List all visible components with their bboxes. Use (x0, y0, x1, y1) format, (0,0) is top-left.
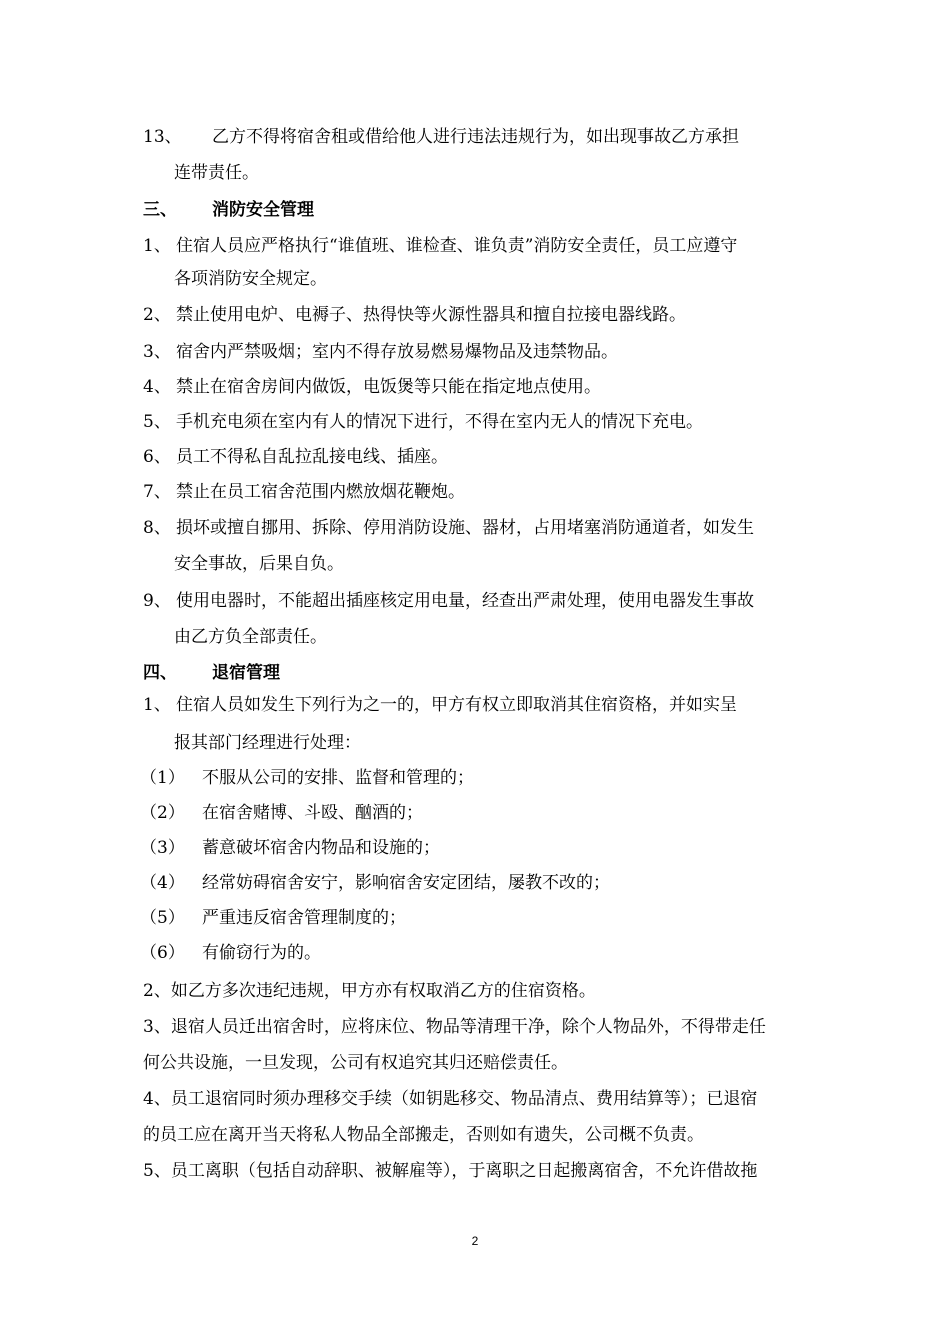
item-text: 有偷窃行为的。 (202, 943, 321, 963)
section-number: 三、 (143, 200, 177, 220)
item-text: 禁止使用电炉、电褥子、热得快等火源性器具和擅自拉接电器线路。 (176, 305, 686, 325)
item-text: 5、员工离职（包括自动辞职、被解雇等），于离职之日起搬离宿舍，不允许借故拖 (143, 1161, 758, 1181)
item-text: 安全事故，后果自负。 (174, 554, 344, 574)
item-text: 经常妨碍宿舍安宁，影响宿舍安定团结，屡教不改的； (202, 873, 610, 893)
item-text: 3、退宿人员迁出宿舍时，应将床位、物品等清理干净，除个人物品外，不得带走任 (143, 1017, 766, 1037)
item-text: 乙方不得将宿舍租或借给他人进行违法违规行为，如出现事故乙方承担 (212, 127, 739, 147)
section-title: 退宿管理 (212, 663, 280, 683)
item-number: 3、 (143, 342, 171, 362)
item-text: 宿舍内严禁吸烟；室内不得存放易燃易爆物品及违禁物品。 (176, 342, 618, 362)
item-text: 连带责任。 (174, 163, 259, 183)
item-number: 1、 (143, 236, 171, 256)
item-number: （3） (140, 838, 185, 858)
item-text: 在宿舍赌博、斗殴、酗酒的； (202, 803, 423, 823)
item-text: 员工不得私自乱拉乱接电线、插座。 (176, 447, 448, 467)
item-number: （4） (140, 873, 185, 893)
item-text: 各项消防安全规定。 (174, 269, 327, 289)
item-number: （1） (140, 768, 185, 788)
item-number: （2） (140, 803, 185, 823)
item-text: 蓄意破坏宿舍内物品和设施的； (202, 838, 440, 858)
item-text: 手机充电须在室内有人的情况下进行，不得在室内无人的情况下充电。 (176, 412, 703, 432)
section-title: 消防安全管理 (212, 200, 314, 220)
item-text: 的员工应在离开当天将私人物品全部搬走，否则如有遗失，公司概不负责。 (143, 1125, 704, 1145)
item-text: 住宿人员如发生下列行为之一的，甲方有权立即取消其住宿资格，并如实呈 (176, 695, 737, 715)
item-number: 5、 (143, 412, 171, 432)
item-text: 住宿人员应严格执行“谁值班、谁检查、谁负责”消防安全责任，员工应遵守 (176, 236, 738, 256)
item-number: 13、 (143, 127, 182, 147)
item-text: 不服从公司的安排、监督和管理的； (202, 768, 474, 788)
item-number: 9、 (143, 591, 171, 611)
item-text: 使用电器时，不能超出插座核定用电量，经查出严肃处理，使用电器发生事故 (176, 591, 754, 611)
item-text: 2、如乙方多次违纪违规，甲方亦有权取消乙方的住宿资格。 (143, 981, 596, 1001)
item-text: 禁止在员工宿舍范围内燃放烟花鞭炮。 (176, 482, 465, 502)
item-text: 4、员工退宿同时须办理移交手续（如钥匙移交、物品清点、费用结算等）；已退宿 (143, 1089, 758, 1109)
page-number: 2 (471, 1234, 479, 1248)
item-text: 何公共设施，一旦发现，公司有权追究其归还赔偿责任。 (143, 1053, 568, 1073)
section-number: 四、 (143, 663, 177, 683)
item-text: 损坏或擅自挪用、拆除、停用消防设施、器材，占用堵塞消防通道者，如发生 (176, 518, 754, 538)
item-text: 严重违反宿舍管理制度的； (202, 908, 406, 928)
item-number: 6、 (143, 447, 171, 467)
item-number: 7、 (143, 482, 171, 502)
item-text: 禁止在宿舍房间内做饭，电饭煲等只能在指定地点使用。 (176, 377, 601, 397)
item-text: 报其部门经理进行处理： (174, 733, 361, 753)
item-number: （6） (140, 943, 185, 963)
item-text: 由乙方负全部责任。 (174, 627, 327, 647)
item-number: 2、 (143, 305, 171, 325)
item-number: 8、 (143, 518, 171, 538)
item-number: 4、 (143, 377, 171, 397)
item-number: 1、 (143, 695, 171, 715)
item-number: （5） (140, 908, 185, 928)
